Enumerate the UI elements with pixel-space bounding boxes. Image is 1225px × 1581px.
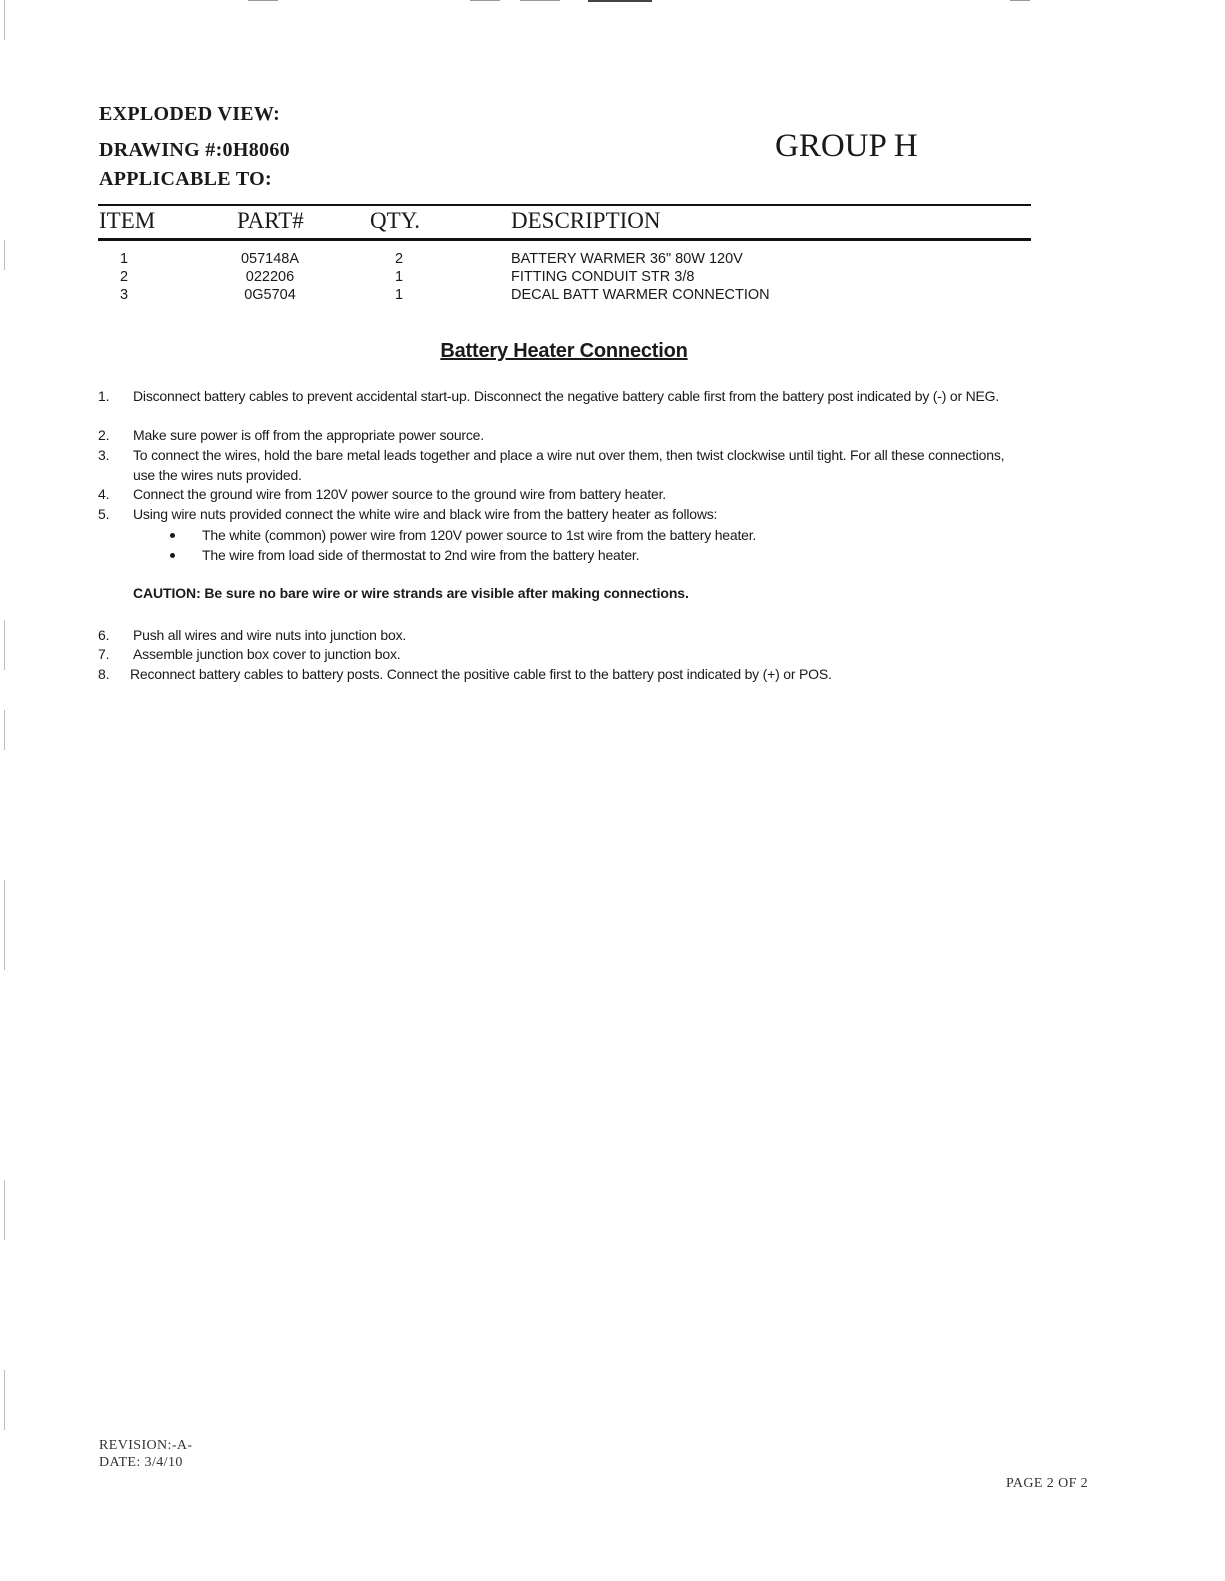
step-number: 3. (98, 447, 110, 463)
qty-cell: 1 (394, 269, 404, 285)
caution-note: CAUTION: Be sure no bare wire or wire strands are visible after making connections. (133, 585, 689, 601)
date-label: DATE: 3/4/10 (99, 1455, 183, 1470)
scan-top-mark (1010, 0, 1030, 1)
description-cell: DECAL BATT WARMER CONNECTION (511, 287, 770, 303)
scan-edge-mark (4, 880, 5, 970)
group-title: GROUP H (775, 128, 918, 164)
instruction-step (0, 644, 1225, 664)
step-number: 2. (98, 427, 110, 443)
scan-top-mark (248, 0, 278, 1)
instruction-step (0, 386, 1225, 426)
column-header-qty: QTY. (370, 208, 421, 233)
step-text: Assemble junction box cover to junction box. (133, 646, 401, 662)
instruction-step (0, 625, 1225, 645)
step-number: 6. (98, 627, 110, 643)
part-cell: 0G5704 (244, 287, 296, 303)
column-header-item: ITEM (99, 208, 156, 233)
qty-cell: 2 (394, 251, 404, 267)
step-number: 4. (98, 486, 110, 502)
column-header-description: DESCRIPTION (511, 208, 661, 233)
instruction-step (0, 484, 1225, 504)
bullet-text: The white (common) power wire from 120V power source to 1st wire from the battery heater. (202, 527, 757, 543)
scan-edge-mark (4, 240, 5, 270)
step-text: Using wire nuts provided connect the white wire and black wire from the battery heater as follows: (133, 506, 718, 522)
instruction-step (0, 425, 1225, 445)
scan-edge-mark (4, 710, 5, 750)
column-header-part: PART# (237, 208, 304, 233)
scan-top-mark (588, 0, 652, 2)
sub-bullet (0, 545, 1225, 565)
item-cell: 3 (119, 287, 129, 303)
table-top-rule (98, 204, 1031, 206)
step-text: Make sure power is off from the appropriate power source. (133, 427, 484, 443)
item-cell: 1 (119, 251, 129, 267)
scan-top-mark (520, 0, 560, 1)
qty-cell: 1 (394, 287, 404, 303)
step-text: To connect the wires, hold the bare metal leads together and place a wire nut over them, then twist clockwise until tight. For all these connections, use the wires nuts provided. (133, 447, 1005, 483)
sub-bullet (0, 525, 1225, 545)
step-number: 1. (98, 388, 110, 404)
item-cell: 2 (119, 269, 129, 285)
instruction-step (0, 504, 1225, 524)
step-number: 8. (98, 666, 110, 682)
step-text: Connect the ground wire from 120V power source to the ground wire from battery heater. (133, 486, 666, 502)
part-cell: 022206 (245, 269, 295, 285)
description-cell: FITTING CONDUIT STR 3/8 (511, 269, 695, 285)
revision-label: REVISION:-A- (99, 1438, 193, 1453)
step-number: 5. (98, 506, 110, 522)
instruction-step (0, 664, 1225, 684)
step-number: 7. (98, 646, 110, 662)
applicable-to-label: APPLICABLE TO: (99, 168, 272, 190)
bullet-text: The wire from load side of thermostat to 2nd wire from the battery heater. (202, 547, 640, 563)
step-text: Push all wires and wire nuts into junction box. (133, 627, 407, 643)
description-cell: BATTERY WARMER 36" 80W 120V (511, 251, 743, 267)
exploded-view-label: EXPLODED VIEW: (99, 103, 281, 125)
step-text: Disconnect battery cables to prevent accidental start-up. Disconnect the negative battery cable first from the battery post indicated by (-) or NEG. (133, 388, 1000, 404)
table-header-rule (98, 238, 1031, 241)
bullet-icon (170, 533, 175, 538)
part-cell: 057148A (240, 251, 300, 267)
scan-edge-mark (4, 1180, 5, 1240)
drawing-number: DRAWING #:0H8060 (99, 139, 290, 161)
page-number: PAGE 2 OF 2 (1006, 1476, 1089, 1491)
scan-edge-mark (4, 0, 5, 40)
instruction-step (0, 445, 1225, 485)
scan-top-mark (470, 0, 500, 1)
scan-edge-mark (4, 1370, 5, 1430)
section-title: Battery Heater Connection (440, 340, 688, 362)
step-text: Reconnect battery cables to battery posts. Connect the positive cable first to the battery post indicated by (+) or POS. (130, 666, 832, 682)
bullet-icon (170, 553, 175, 558)
